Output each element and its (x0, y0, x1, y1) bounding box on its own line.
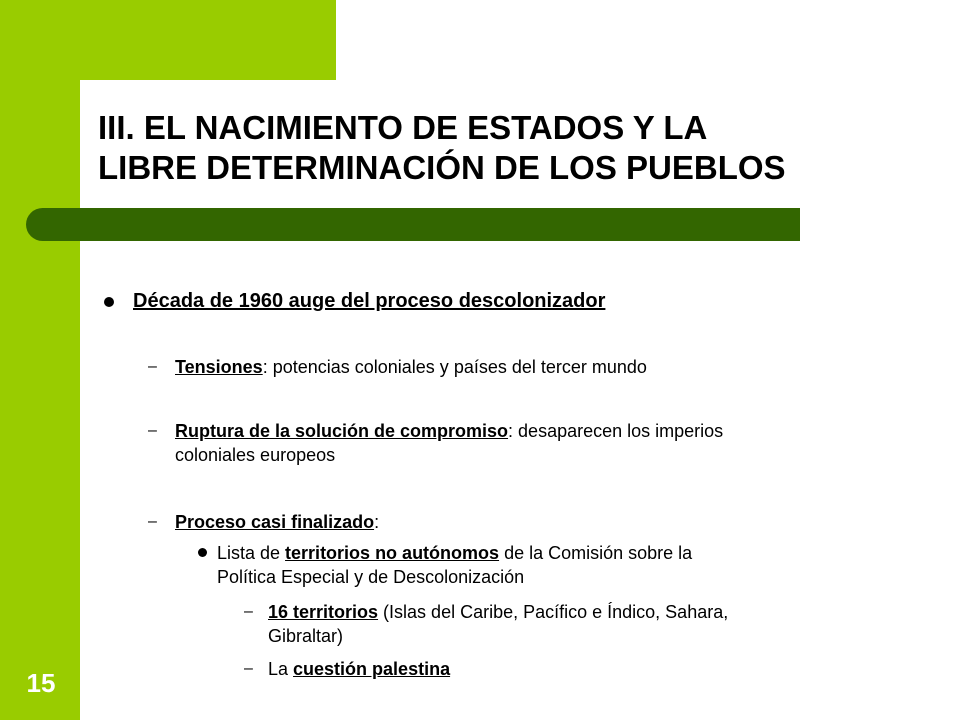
sub-bullet-cuestion-palestina (268, 657, 450, 681)
proceso-colon: : (374, 512, 380, 532)
palestina-term: cuestión palestina (293, 659, 451, 679)
palestina-prefix: La (268, 659, 294, 679)
bullet-lista-territorios (217, 541, 692, 589)
bullet-dot-icon (104, 297, 114, 307)
lista-prefix: Lista de (217, 543, 286, 563)
bullet-dot-icon (198, 548, 207, 557)
dash-icon: – (148, 358, 157, 375)
lista-line-2: Política Especial y de Descolonización (217, 567, 525, 587)
sub-bullet-16-territorios (268, 600, 728, 648)
sub-bullet-tensiones (175, 355, 647, 379)
territorios-list-2: Gibraltar) (268, 626, 344, 646)
territorios-list: (Islas del Caribe, Pacífico e Índico, Sahara, (378, 602, 729, 622)
dash-icon: – (244, 660, 253, 677)
ruptura-term: Ruptura de la solución de compromiso (175, 421, 509, 441)
page-number: 15 (26, 668, 56, 698)
proceso-term: Proceso casi finalizado (175, 512, 375, 532)
territorios-count-term: 16 territorios (268, 602, 379, 622)
tensiones-term: Tensiones (175, 357, 263, 377)
sub-bullet-proceso (175, 510, 379, 534)
ruptura-desc-2: coloniales europeos (175, 445, 336, 465)
tensiones-desc: : potencias coloniales y países del tercer mundo (262, 357, 647, 377)
territorios-term: territorios no autónomos (285, 543, 500, 563)
title-line-2: LIBRE DETERMINACIÓN DE LOS PUEBLOS (98, 149, 786, 186)
ruptura-desc-1: : desaparecen los imperios (508, 421, 724, 441)
title-line-1: III. EL NACIMIENTO DE ESTADOS Y LA (98, 109, 708, 146)
dash-icon: – (244, 603, 253, 620)
bullet-decada-1960: Década de 1960 auge del proceso descolonizador (133, 290, 606, 312)
sub-bullet-ruptura (175, 419, 723, 467)
lista-suffix: de la Comisión sobre la (499, 543, 693, 563)
dash-icon: – (148, 513, 157, 530)
dash-icon: – (148, 422, 157, 439)
